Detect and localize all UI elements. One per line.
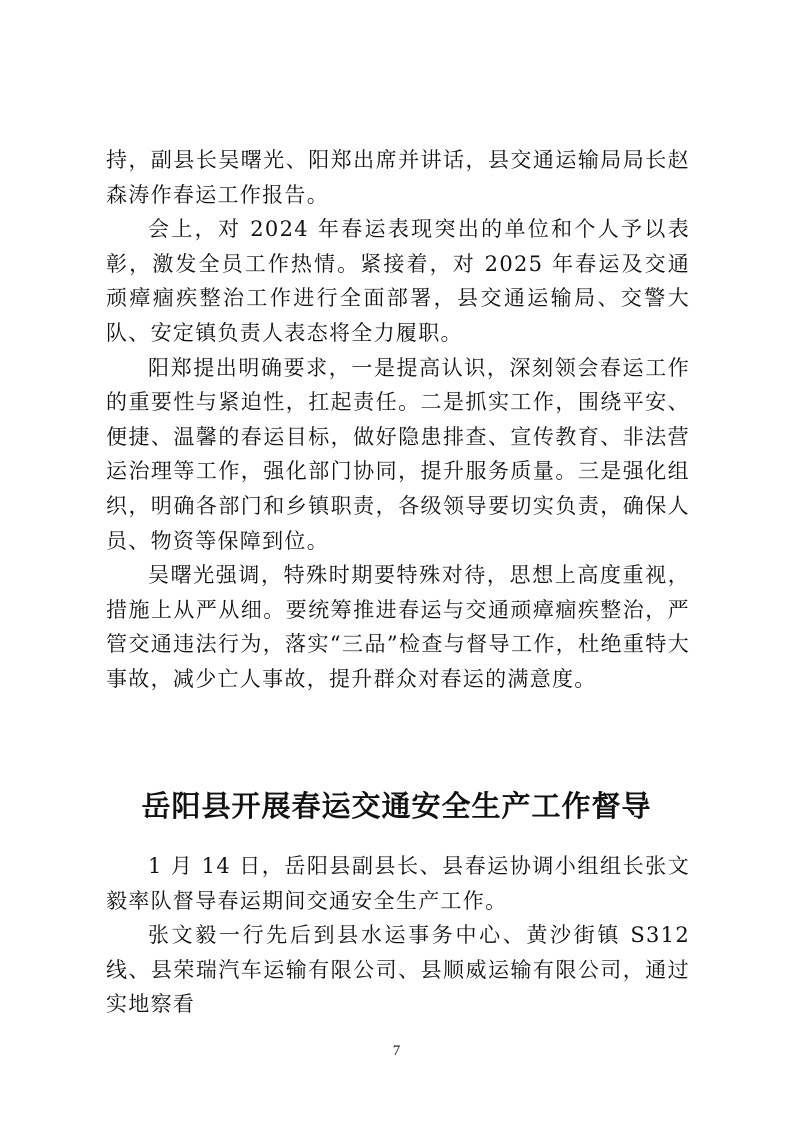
article-1-body [106,143,690,697]
paragraph: 1 月 14 日，岳阳县副县长、县春运协调小组组长张文毅率队督导春运期间交通安全生产工作。 [106,854,690,913]
paragraph: 吴曙光强调，特殊时期要特殊对待，思想上高度重视，措施上从严从细。要统筹推进春运与交通顽瘴痼疾整治，严管交通违法行为，落实“三品”检查与督导工作，杜绝重特大事故，减少亡人事故，提升群众对春运的满意度。 [106,563,690,691]
continued-paragraph: 持，副县长吴曙光、阳郑出席并讲话，县交通运输局局长赵森涛作春运工作报告。 [106,148,690,207]
paragraph: 会上，对 2024 年春运表现突出的单位和个人予以表彰，激发全员工作热情。紧接着，对 2025 年春运及交通顽瘴痼疾整治工作进行全面部署，县交通运输局、交警大队、安定镇负责人表态将全力履职。 [106,217,690,345]
article-2-body [106,849,690,1022]
paragraph: 阳郑提出明确要求，一是提高认识，深刻领会春运工作的重要性与紧迫性，扛起责任。二是抓实工作，围绕平安、便捷、温馨的春运目标，做好隐患排查、宣传教育、非法营运治理等工作，强化部门协同，提升服务质量。三是强化组织，明确各部门和乡镇职责，各级领导要切实负责，确保人员、物资等保障到位。 [106,355,690,553]
article-2-title: 岳阳县开展春运交通安全生产工作督导 [141,789,652,823]
paragraph: 张文毅一行先后到县水运事务中心、黄沙街镇 S312 线、县荣瑞汽车运输有限公司、县顺威运输有限公司，通过实地察看 [106,923,690,1017]
page-number: 7 [392,1043,401,1059]
